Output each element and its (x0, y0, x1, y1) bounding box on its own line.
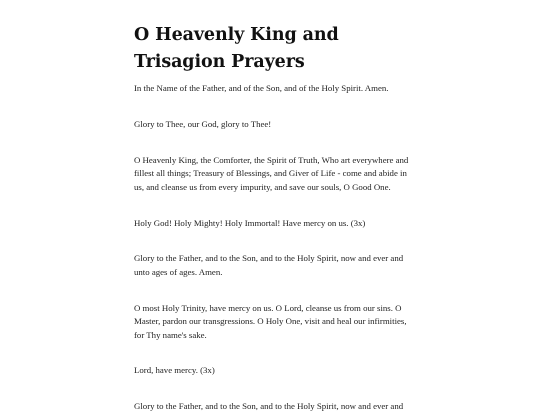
prayer-paragraph: O most Holy Trinity, have mercy on us. O Lord, cleanse us from our sins. O Master, pardon our transgressions. O Holy One, visit and heal our infirmities, for Thy name's sake. (134, 302, 407, 340)
prayer-paragraph: In the Name of the Father, and of the Son, and of the Holy Spirit. Amen. (134, 83, 389, 93)
prayer-paragraph: Glory to the Father, and to the Son, and to the Holy Spirit, now and ever and (134, 401, 404, 412)
article-content (134, 22, 416, 414)
prayer-paragraph: O Heavenly King, the Comforter, the Spirit of Truth, Who art everywhere and fillest all things; Treasury of Blessings, and Giver of Life - come and abide in us, and cleanse us from every impurity, and save our souls, O Good One. (134, 154, 409, 192)
prayer-paragraph: Holy God! Holy Mighty! Holy Immortal! Have mercy on us. (3x) (134, 217, 366, 228)
prayer-paragraph: Glory to Thee, our God, glory to Thee! (134, 118, 272, 129)
page-title: O Heavenly King and Trisagion Prayers (134, 25, 339, 72)
prayer-paragraph: Lord, have mercy. (3x) (134, 365, 215, 376)
prayer-paragraph: Glory to the Father, and to the Son, and to the Holy Spirit, now and ever and unto ages of ages. Amen. (134, 253, 404, 277)
